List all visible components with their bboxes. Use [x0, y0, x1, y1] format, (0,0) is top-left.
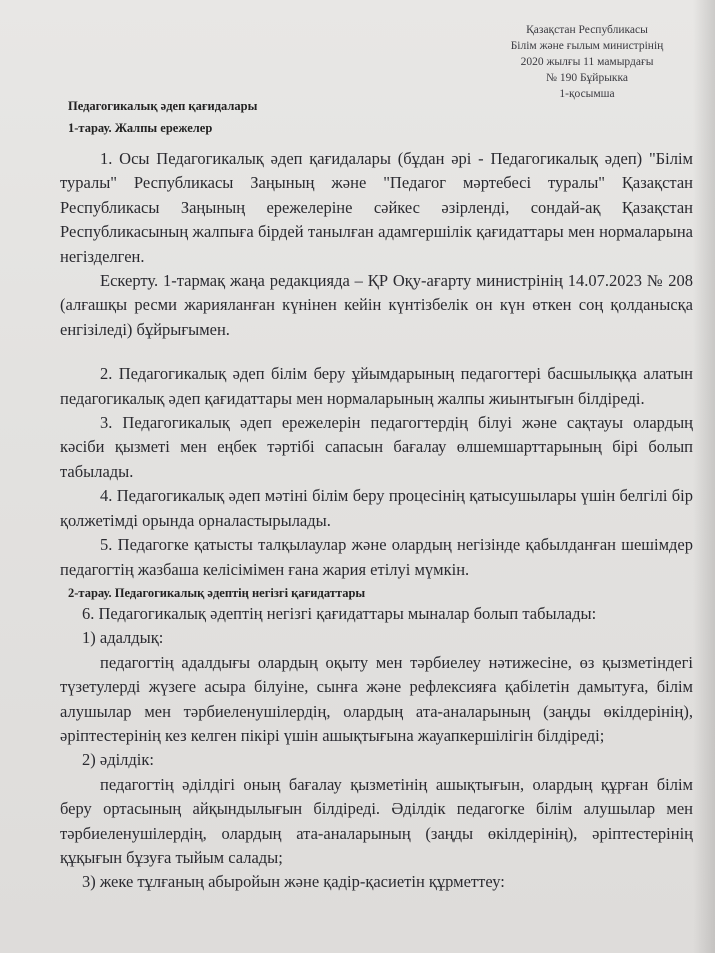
header-line: Білім және ғылым министрінің	[510, 40, 664, 52]
appendix-header	[487, 22, 687, 102]
amendment-note: Ескерту. 1-тармақ жаңа редакцияда – ҚР Оқу-ағарту министрінің 14.07.2023 № 208 (алғашқы ресми жарияланған күнінен кейін күнтізбелік он күн өткен соң қолданысқа енгізіледі) бұйрығымен.	[60, 271, 693, 339]
subitem-1-text: педагогтің адалдығы олардың оқыту мен тәрбиелеу нәтижесіне, өз қызметіндегі түзетулерді жүзеге асыра білуіне, сынға және рефлексияға қабілетін дамытуға, білім алушылар мен тәрбиеленушілердің, олардың ата-аналарының (заңды өкілдерінің), әріптестерінің кез келген пікірі үшін ашықтығына жауапкершілігін білдіреді;	[60, 652, 693, 745]
document-titles	[68, 95, 257, 139]
paragraph-2: 2. Педагогикалық әдеп білім беру ұйымдарының педагогтері басшылыққа алатын педагогикалық әдеп қағидаттары мен нормаларының жалпы жиынтығын білдіреді.	[60, 364, 693, 408]
paragraph-1: 1. Осы Педагогикалық әдеп қағидалары (бұдан әрі - Педагогикалық әдеп) "Білім туралы" Республикасы Заңының және "Педагог мәртебесі туралы" Қазақстан Республикасы Заңының ережелеріне сәйкес әзірленді, сондай-ақ Қазақстан Республикасының жалпыға бірдей танылған адамгершілік қағидаттары мен нормаларына негізделген.	[60, 149, 693, 266]
subitem-2-text: педагогтің әділдігі оның бағалау қызметінің ашықтығын, олардың құрған білім беру ортасының айқындылығын білдіреді. Әділдік педагогке білім алушылар мен тәрбиеленушілердің, олардың ата-аналарының (заңды өкілдерінің), әріптестерінің құқығын бұзуға тыйым салады;	[60, 774, 693, 867]
chapter-2-heading: 2-тарау. Педагогикалық әдептің негізгі қағидаттары	[68, 585, 366, 600]
paragraph-4: 4. Педагогикалық әдеп мәтіні білім беру процесінің қатысушылары үшін белгілі бір қолжетімді орында орналастырылады.	[60, 486, 693, 530]
header-line: 1-қосымша	[559, 88, 615, 100]
header-line: Қазақстан Республикасы	[526, 24, 648, 36]
paragraph-6: 6. Педагогикалық әдептің негізгі қағидаттары мыналар болып табылады:	[82, 603, 597, 623]
document-title: Педагогикалық әдеп қағидалары	[68, 99, 258, 113]
subitem-3-label: 3) жеке тұлғаның абыройын және қадір-қасиетін құрметтеу:	[82, 872, 505, 892]
chapter-1-heading: 1-тарау. Жалпы ережелер	[68, 121, 213, 135]
paragraph-3: 3. Педагогикалық әдеп ережелерін педагогтердің білуі және сақтауы олардың кәсіби қызметі мен еңбек тәртібі сапасын бағалау өлшемшарттарының бірі болып табылады.	[60, 413, 693, 481]
page-shadow	[693, 0, 715, 953]
subitem-1-label: 1) адалдық:	[82, 628, 164, 648]
header-line: № 190 Бұйрыкка	[545, 72, 629, 84]
header-line: 2020 жылғы 11 мамырдағы	[520, 56, 654, 68]
paragraph-5: 5. Педагогке қатысты талқылаулар және олардың негізінде қабылданған шешімдер педагогтің жазбаша келісімімен ғана жария етілуі мүмкін.	[60, 535, 693, 579]
document-body	[60, 147, 693, 895]
subitem-2-label: 2) әділдік:	[82, 750, 154, 770]
